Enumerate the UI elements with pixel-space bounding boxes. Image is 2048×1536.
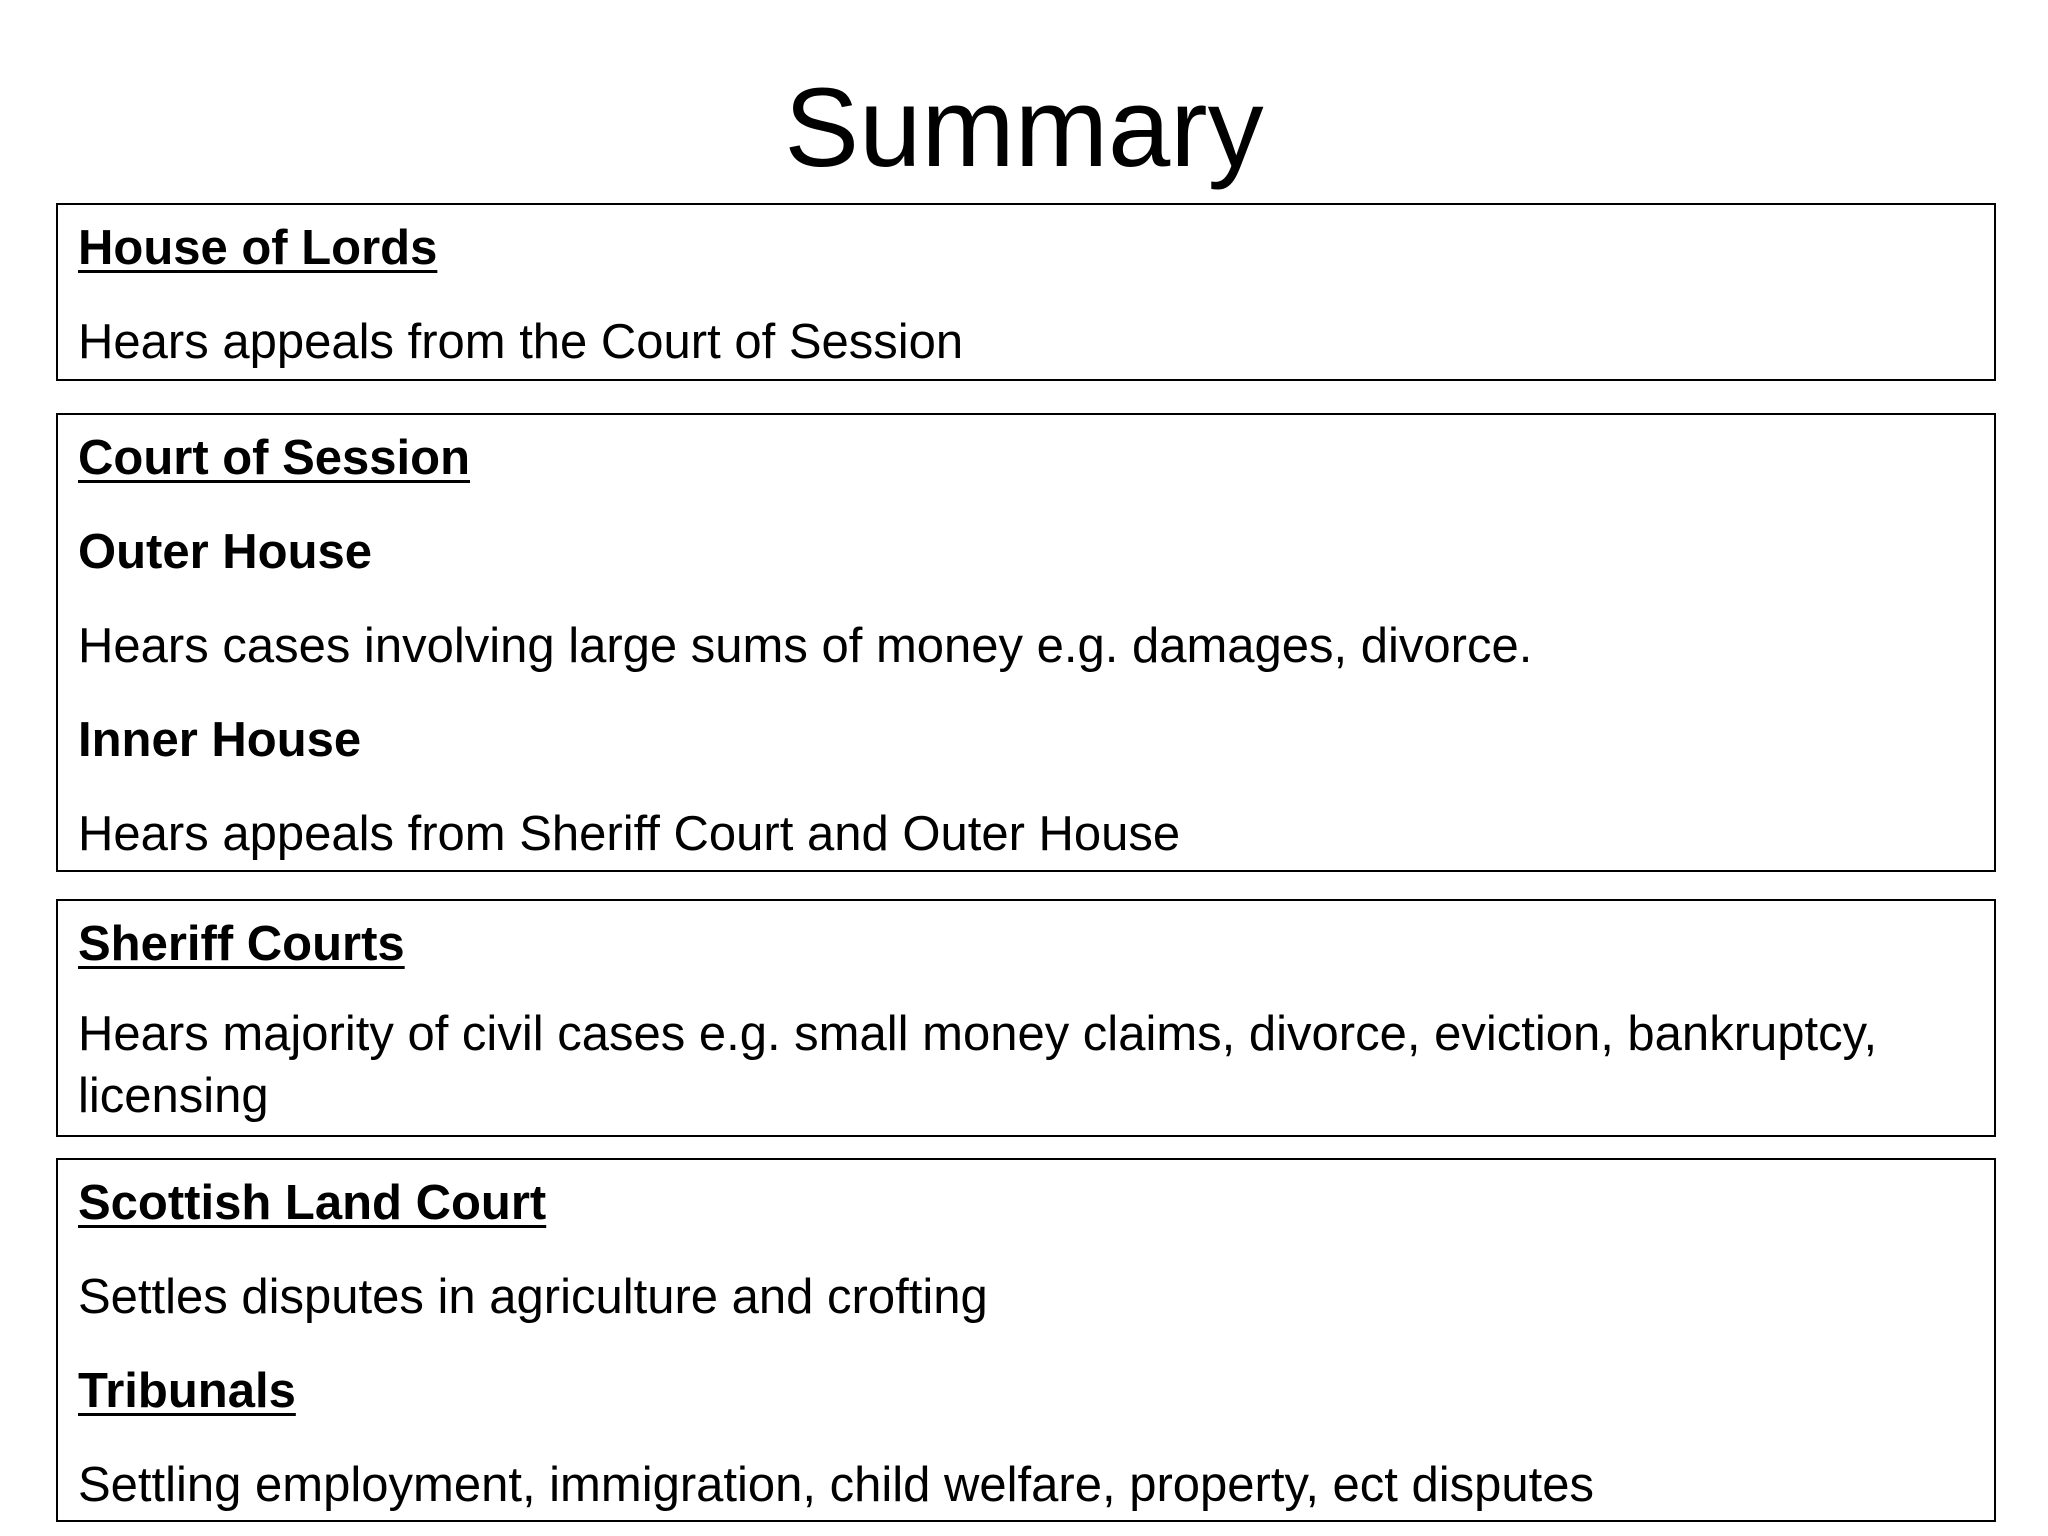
outer-house-text: Hears cases involving large sums of money e.g. damages, divorce. — [78, 619, 1533, 673]
inner-house-text: Hears appeals from Sheriff Court and Outer House — [78, 807, 1181, 861]
scottish-land-court-text: Settles disputes in agriculture and crofting — [78, 1270, 988, 1324]
court-of-session-box — [56, 413, 1996, 872]
sheriff-courts-box — [56, 899, 1996, 1137]
sheriff-courts-text: Hears majority of civil cases e.g. small money claims, divorce, eviction, bankruptcy, licensing — [78, 1007, 1878, 1123]
court-of-session-heading: Court of Session — [78, 431, 471, 485]
slide-title: Summary — [784, 65, 1264, 190]
scottish-land-court-heading: Scottish Land Court — [78, 1176, 547, 1230]
house-of-lords-heading: House of Lords — [78, 221, 438, 275]
house-of-lords-box — [56, 203, 1996, 381]
outer-house-heading: Outer House — [78, 525, 373, 579]
tribunals-text: Settling employment, immigration, child welfare, property, ect disputes — [78, 1458, 1595, 1512]
house-of-lords-text: Hears appeals from the Court of Session — [78, 315, 964, 369]
sheriff-courts-heading: Sheriff Courts — [78, 917, 405, 971]
tribunals-heading: Tribunals — [78, 1364, 296, 1418]
scottish-land-court-box — [56, 1158, 1996, 1522]
inner-house-heading: Inner House — [78, 713, 362, 767]
